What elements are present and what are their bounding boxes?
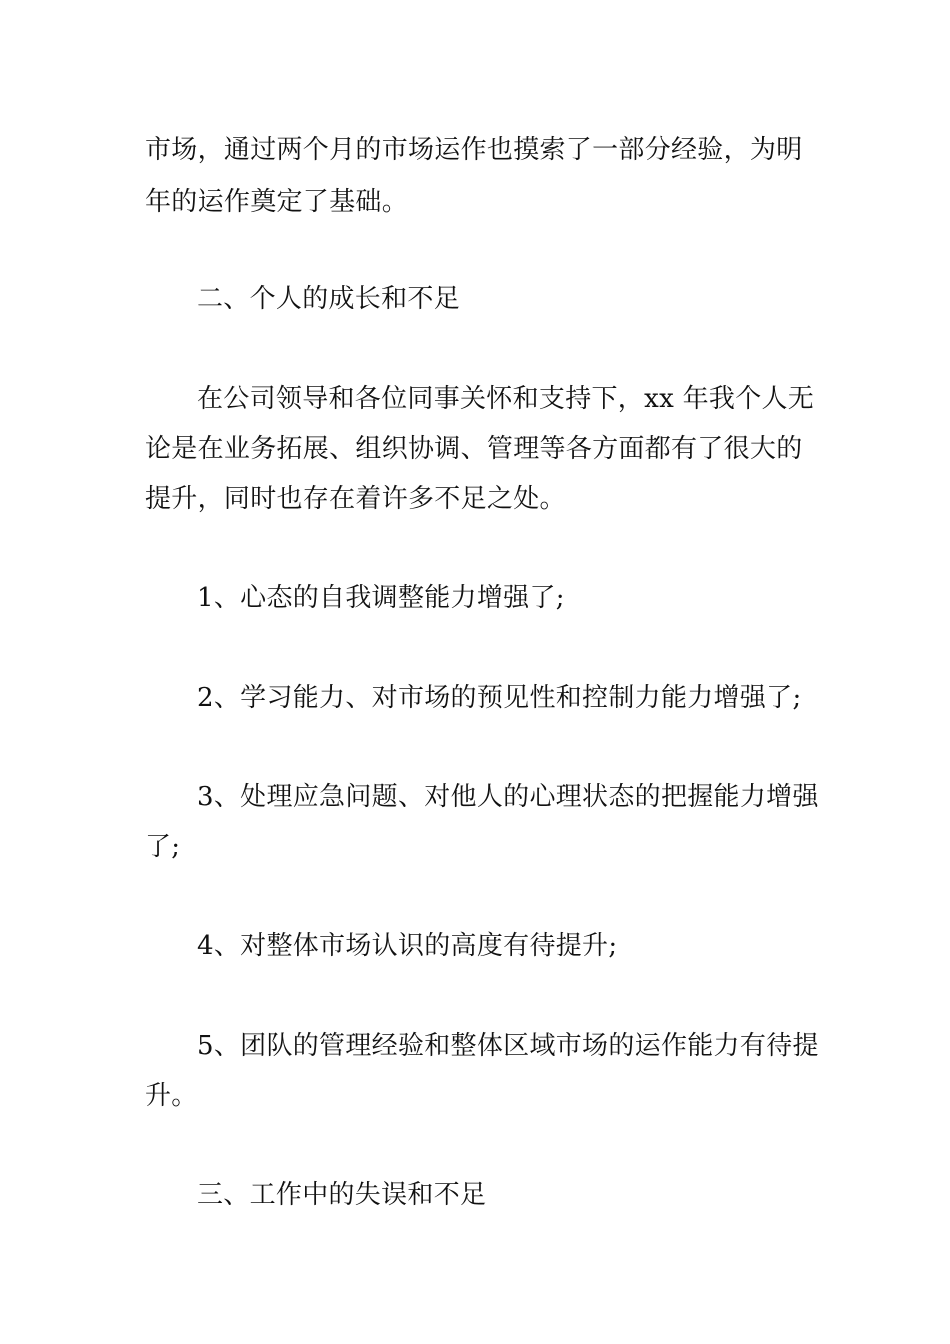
list-item: 3、处理应急问题、对他人的心理状态的把握能力增强 <box>197 782 819 812</box>
paragraph-line: 论是在业务拓展、组织协调、管理等各方面都有了很大的 <box>145 434 803 464</box>
list-item: 1、心态的自我调整能力增强了; <box>197 583 565 613</box>
list-item-continuation: 升。 <box>145 1081 198 1111</box>
list-item-continuation: 了; <box>145 832 181 862</box>
list-item: 4、对整体市场认识的高度有待提升; <box>197 931 618 961</box>
paragraph-line: 年的运作奠定了基础。 <box>145 187 409 217</box>
list-item: 5、团队的管理经验和整体区域市场的运作能力有待提 <box>197 1031 819 1061</box>
paragraph-line: 提升，同时也存在着许多不足之处。 <box>145 484 566 514</box>
section-heading: 二、个人的成长和不足 <box>197 284 461 314</box>
paragraph-line: 在公司领导和各位同事关怀和支持下，xx 年我个人无 <box>197 384 815 414</box>
list-item: 2、学习能力、对市场的预见性和控制力能力增强了; <box>197 683 802 713</box>
section-heading: 三、工作中的失误和不足 <box>197 1180 487 1210</box>
paragraph-line: 市场，通过两个月的市场运作也摸索了一部分经验，为明 <box>145 135 803 165</box>
